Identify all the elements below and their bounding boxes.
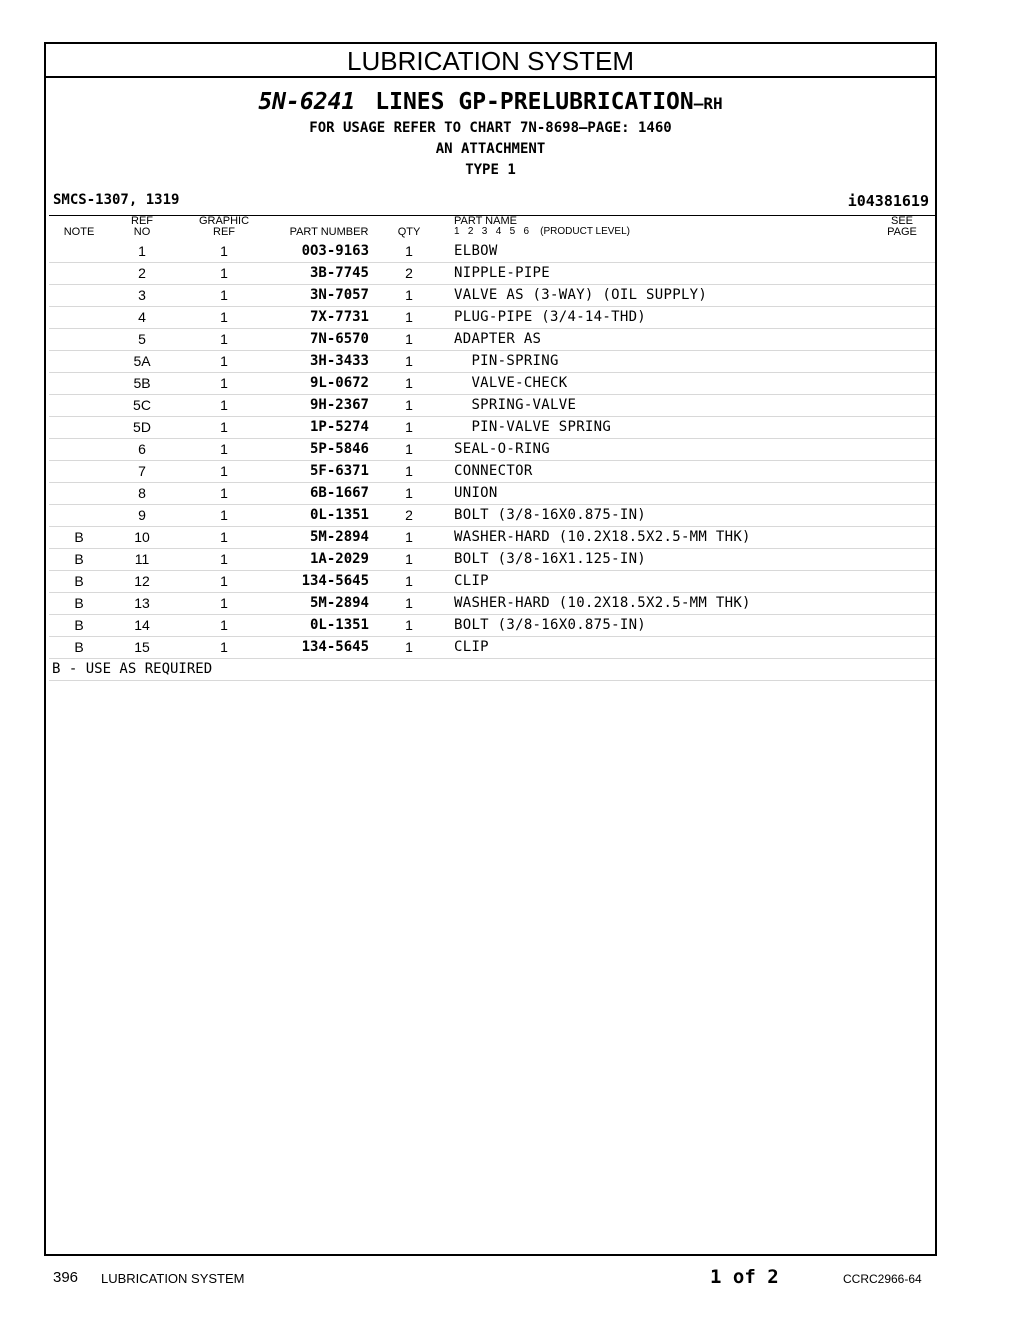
part-name-cell: VALVE AS (3-WAY) (OIL SUPPLY): [454, 287, 708, 303]
graphic-ref-cell: 1: [220, 353, 228, 369]
graphic-ref-cell: 1: [220, 617, 228, 633]
graphic-ref-cell: 1: [220, 265, 228, 281]
section-title: LUBRICATION SYSTEM: [46, 44, 935, 78]
qty-cell: 1: [405, 617, 413, 633]
col-part-number: PART NUMBER: [289, 226, 369, 238]
part-number-cell: 1P-5274: [309, 419, 369, 435]
table-row: [49, 615, 935, 637]
meta-row: [46, 189, 935, 211]
table-header: [49, 216, 935, 241]
table-row: [49, 527, 935, 549]
col-qty: QTY: [397, 226, 421, 238]
part-number-cell: 5F-6371: [309, 463, 369, 479]
qty-cell: 1: [405, 463, 413, 479]
table-row: [49, 571, 935, 593]
note-cell: B: [74, 639, 84, 655]
footnote-row: [49, 659, 935, 681]
graphic-ref-cell: 1: [220, 375, 228, 391]
graphic-ref-cell: 1: [220, 441, 228, 457]
note-cell: B: [74, 529, 84, 545]
page-footer: [0, 1264, 1020, 1294]
attachment-label: AN ATTACHMENT: [435, 141, 546, 157]
table-row: [49, 549, 935, 571]
table-row: [49, 241, 935, 263]
part-name-cell: WASHER-HARD (10.2X18.5X2.5-MM THK): [454, 595, 751, 611]
qty-cell: 2: [405, 265, 413, 281]
group-heading: [46, 88, 935, 181]
qty-cell: 1: [405, 397, 413, 413]
ref-no-cell: 5: [138, 331, 146, 347]
part-number-cell: 5P-5846: [309, 441, 369, 457]
table-body: [49, 241, 935, 659]
qty-cell: 1: [405, 639, 413, 655]
qty-cell: 1: [405, 573, 413, 589]
part-name-cell: PIN-VALVE SPRING: [454, 419, 612, 435]
ref-no-cell: 14: [134, 617, 150, 633]
part-number-cell: 5M-2894: [309, 595, 369, 611]
part-number-cell: 134-5645: [301, 639, 369, 655]
part-number-cell: 3N-7057: [309, 287, 369, 303]
part-name-cell: CLIP: [454, 639, 489, 655]
part-name-cell: PLUG-PIPE (3/4-14-THD): [454, 309, 647, 325]
qty-cell: 1: [405, 551, 413, 567]
part-number-cell: 134-5645: [301, 573, 369, 589]
part-number-cell: 5M-2894: [309, 529, 369, 545]
group-part-number: 5N-6241: [258, 89, 356, 115]
col-part-name: PART NAME: [454, 215, 517, 227]
part-name-cell: WASHER-HARD (10.2X18.5X2.5-MM THK): [454, 529, 751, 545]
part-number-cell: 0L-1351: [309, 617, 369, 633]
part-name-cell: SEAL-O-RING: [454, 441, 551, 457]
table-row: [49, 505, 935, 527]
part-name-cell: VALVE-CHECK: [454, 375, 568, 391]
col-graphic-top: GRAPHIC: [198, 215, 250, 227]
table-row: [49, 439, 935, 461]
part-number-cell: 9H-2367: [309, 397, 369, 413]
qty-cell: 1: [405, 419, 413, 435]
col-see-bottom: PAGE: [887, 226, 917, 238]
part-name-cell: BOLT (3/8-16X0.875-IN): [454, 507, 647, 523]
qty-cell: 1: [405, 529, 413, 545]
part-number-cell: 3H-3433: [309, 353, 369, 369]
part-number-cell: 0L-1351: [309, 507, 369, 523]
document-code: CCRC2966-64: [843, 1272, 922, 1286]
graphic-ref-cell: 1: [220, 397, 228, 413]
part-number-cell: 0O3-9163: [301, 243, 369, 259]
qty-cell: 1: [405, 375, 413, 391]
qty-cell: 1: [405, 243, 413, 259]
type-label: TYPE 1: [465, 162, 516, 178]
ref-no-cell: 5C: [133, 397, 151, 413]
graphic-ref-cell: 1: [220, 639, 228, 655]
ref-no-cell: 12: [134, 573, 150, 589]
ref-no-cell: 15: [134, 639, 150, 655]
ref-no-cell: 5D: [133, 419, 151, 435]
footer-section: LUBRICATION SYSTEM: [101, 1271, 245, 1286]
table-row: [49, 417, 935, 439]
graphic-ref-cell: 1: [220, 595, 228, 611]
illustration-id: i04381619: [847, 192, 929, 210]
graphic-ref-cell: 1: [220, 309, 228, 325]
part-number-cell: 6B-1667: [309, 485, 369, 501]
ref-no-cell: 5B: [133, 375, 151, 391]
table-row: [49, 307, 935, 329]
page-of: 1 of 2: [710, 1266, 779, 1288]
part-name-cell: NIPPLE-PIPE: [454, 265, 551, 281]
group-title-line: [46, 88, 935, 118]
graphic-ref-cell: 1: [220, 507, 228, 523]
part-name-cell: CLIP: [454, 573, 489, 589]
ref-no-cell: 3: [138, 287, 146, 303]
qty-cell: 2: [405, 507, 413, 523]
smcs-codes: SMCS-1307, 1319: [53, 192, 180, 208]
graphic-ref-cell: 1: [220, 331, 228, 347]
graphic-ref-cell: 1: [220, 551, 228, 567]
ref-no-cell: 5A: [133, 353, 151, 369]
ref-no-cell: 4: [138, 309, 146, 325]
ref-no-cell: 1: [138, 243, 146, 259]
group-name: LINES GP-PRELUBRICATION: [375, 89, 694, 115]
col-see-top: SEE: [890, 215, 913, 227]
ref-no-cell: 10: [134, 529, 150, 545]
part-name-cell: ADAPTER AS: [454, 331, 542, 347]
part-name-cell: BOLT (3/8-16X0.875-IN): [454, 617, 647, 633]
ref-no-cell: 2: [138, 265, 146, 281]
part-name-cell: ELBOW: [454, 243, 498, 259]
col-graphic-bottom: REF: [213, 226, 235, 238]
part-name-cell: BOLT (3/8-16X1.125-IN): [454, 551, 647, 567]
ref-no-cell: 9: [138, 507, 146, 523]
graphic-ref-cell: 1: [220, 463, 228, 479]
graphic-ref-cell: 1: [220, 287, 228, 303]
part-name-cell: UNION: [454, 485, 498, 501]
qty-cell: 1: [405, 331, 413, 347]
page-number: 396: [53, 1269, 79, 1286]
col-ref-top: REF: [131, 215, 153, 227]
usage-reference: FOR USAGE REFER TO CHART 7N-8698—PAGE: 1460: [309, 120, 672, 136]
qty-cell: 1: [405, 441, 413, 457]
part-number-cell: 3B-7745: [309, 265, 369, 281]
graphic-ref-cell: 1: [220, 419, 228, 435]
table-row: [49, 263, 935, 285]
qty-cell: 1: [405, 353, 413, 369]
graphic-ref-cell: 1: [220, 485, 228, 501]
ref-no-cell: 11: [134, 551, 150, 567]
note-cell: B: [74, 595, 84, 611]
col-ref-bottom: NO: [133, 226, 151, 238]
table-row: [49, 483, 935, 505]
table-row: [49, 285, 935, 307]
note-cell: B: [74, 617, 84, 633]
note-cell: B: [74, 551, 84, 567]
col-note: NOTE: [63, 226, 95, 238]
qty-cell: 1: [405, 485, 413, 501]
ref-no-cell: 8: [138, 485, 146, 501]
part-name-cell: PIN-SPRING: [454, 353, 559, 369]
table-row: [49, 329, 935, 351]
parts-table: [49, 215, 935, 681]
part-name-cell: SPRING-VALVE: [454, 397, 577, 413]
table-row: [49, 461, 935, 483]
ref-no-cell: 6: [138, 441, 146, 457]
qty-cell: 1: [405, 595, 413, 611]
footnote: B - USE AS REQUIRED: [52, 661, 213, 677]
graphic-ref-cell: 1: [220, 529, 228, 545]
table-row: [49, 373, 935, 395]
ref-no-cell: 7: [138, 463, 146, 479]
graphic-ref-cell: 1: [220, 573, 228, 589]
part-number-cell: 1A-2029: [309, 551, 369, 567]
group-suffix: —RH: [693, 94, 723, 113]
part-number-cell: 9L-0672: [309, 375, 369, 391]
table-row: [49, 395, 935, 417]
table-row: [49, 593, 935, 615]
qty-cell: 1: [405, 287, 413, 303]
parts-page-frame: [44, 42, 937, 1256]
col-product-levels: 1 2 3 4 5 6 (PRODUCT LEVEL): [454, 226, 630, 237]
part-name-cell: CONNECTOR: [454, 463, 533, 479]
table-row: [49, 637, 935, 659]
part-number-cell: 7N-6570: [309, 331, 369, 347]
qty-cell: 1: [405, 309, 413, 325]
graphic-ref-cell: 1: [220, 243, 228, 259]
table-row: [49, 351, 935, 373]
note-cell: B: [74, 573, 84, 589]
ref-no-cell: 13: [134, 595, 150, 611]
part-number-cell: 7X-7731: [309, 309, 369, 325]
